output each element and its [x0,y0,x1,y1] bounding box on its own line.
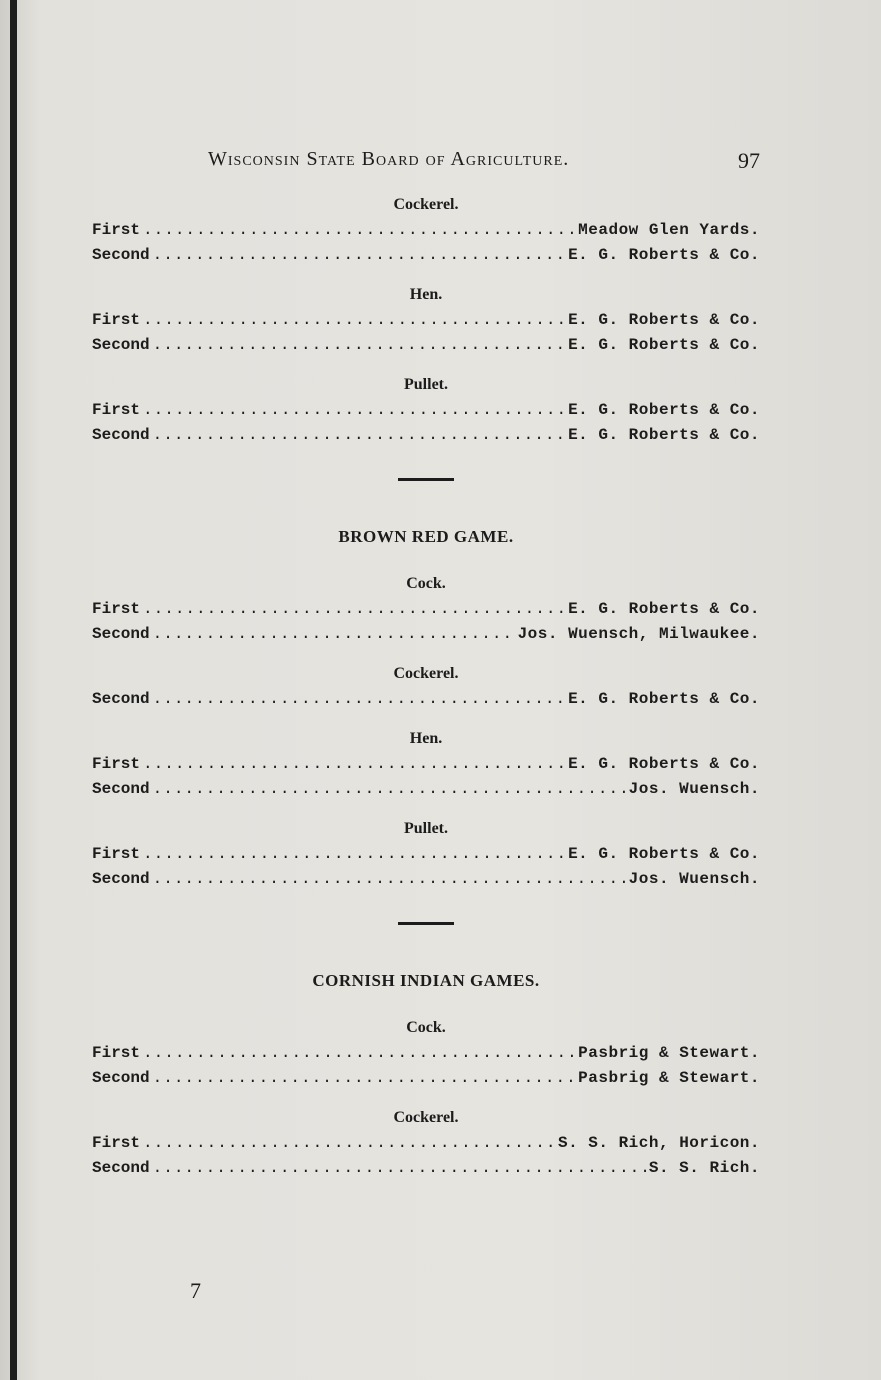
breed-heading: CORNISH INDIAN GAMES. [312,971,540,990]
award-row [92,398,760,423]
award-place: Second [92,336,150,354]
award-place: First [92,755,141,773]
breed-heading: BROWN RED GAME. [338,527,514,546]
header-title: Wisconsin State Board of Agriculture. [208,148,570,170]
dot-leader [143,842,565,867]
award-winner: Jos. Wuensch. [628,870,760,888]
award-row [92,423,760,448]
breed-section [92,969,760,1181]
class-heading: Cock. [406,575,446,592]
section-divider [398,922,454,925]
dot-leader [143,218,575,243]
award-winner: S. S. Rich, Horicon. [557,1134,760,1152]
award-winner: Pasbrig & Stewart. [578,1044,760,1062]
award-place: First [92,221,141,239]
dot-leader [153,1156,646,1181]
award-winner: E. G. Roberts & Co. [568,401,760,419]
class-heading: Hen. [409,286,443,303]
award-winner: E. G. Roberts & Co. [568,755,760,773]
dot-leader [153,423,565,448]
award-place: First [92,311,141,329]
award-row [92,867,760,892]
dot-leader [153,622,515,647]
award-winner: E. G. Roberts & Co. [568,336,760,354]
award-place: Second [92,426,150,444]
signature-mark: 7 [190,1278,201,1303]
award-place: Second [92,690,150,708]
award-place: First [92,401,141,419]
page-number: 97 [738,148,760,173]
book-spine [10,0,17,1380]
award-winner: Jos. Wuensch, Milwaukee. [517,625,760,643]
award-row [92,597,760,622]
dot-leader [143,398,565,423]
award-row [92,1131,760,1156]
award-row [92,687,760,712]
award-place: Second [92,870,150,888]
dot-leader [143,752,565,777]
class-heading: Cockerel. [393,196,459,213]
award-winner: Pasbrig & Stewart. [578,1069,760,1087]
award-place: First [92,1044,141,1062]
award-place: First [92,600,141,618]
award-winner: E. G. Roberts & Co. [568,311,760,329]
section-divider [398,478,454,481]
award-row [92,777,760,802]
dot-leader [143,1131,555,1156]
award-row [92,218,760,243]
award-place: Second [92,1069,150,1087]
award-row [92,243,760,268]
class-heading: Hen. [409,730,443,747]
dot-leader [153,243,565,268]
class-heading: Pullet. [404,820,448,837]
class-heading: Pullet. [404,376,448,393]
award-winner: S. S. Rich. [648,1159,760,1177]
award-row [92,308,760,333]
award-place: First [92,845,141,863]
award-place: Second [92,246,150,264]
class-heading: Cock. [406,1019,446,1036]
award-place: Second [92,780,150,798]
dot-leader [153,777,626,802]
award-place: First [92,1134,141,1152]
award-row [92,1156,760,1181]
award-row [92,333,760,358]
dot-leader [153,867,626,892]
breed-section [92,525,760,892]
dot-leader [143,1041,575,1066]
running-header [208,148,760,178]
award-winner: E. G. Roberts & Co. [568,426,760,444]
award-winner: E. G. Roberts & Co. [568,845,760,863]
dot-leader [153,1066,576,1091]
class-heading: Cockerel. [393,665,459,682]
breed-section [92,192,760,448]
award-row [92,622,760,647]
award-winner: Jos. Wuensch. [628,780,760,798]
dot-leader [153,687,565,712]
award-place: Second [92,1159,150,1177]
dot-leader [143,597,565,622]
award-row [92,752,760,777]
dot-leader [153,333,565,358]
class-heading: Cockerel. [393,1109,459,1126]
award-winner: Meadow Glen Yards. [578,221,760,239]
award-row [92,1066,760,1091]
premium-list [92,192,760,1181]
dot-leader [143,308,565,333]
award-winner: E. G. Roberts & Co. [568,690,760,708]
award-winner: E. G. Roberts & Co. [568,600,760,618]
award-place: Second [92,625,150,643]
award-row [92,1041,760,1066]
award-row [92,842,760,867]
award-winner: E. G. Roberts & Co. [568,246,760,264]
